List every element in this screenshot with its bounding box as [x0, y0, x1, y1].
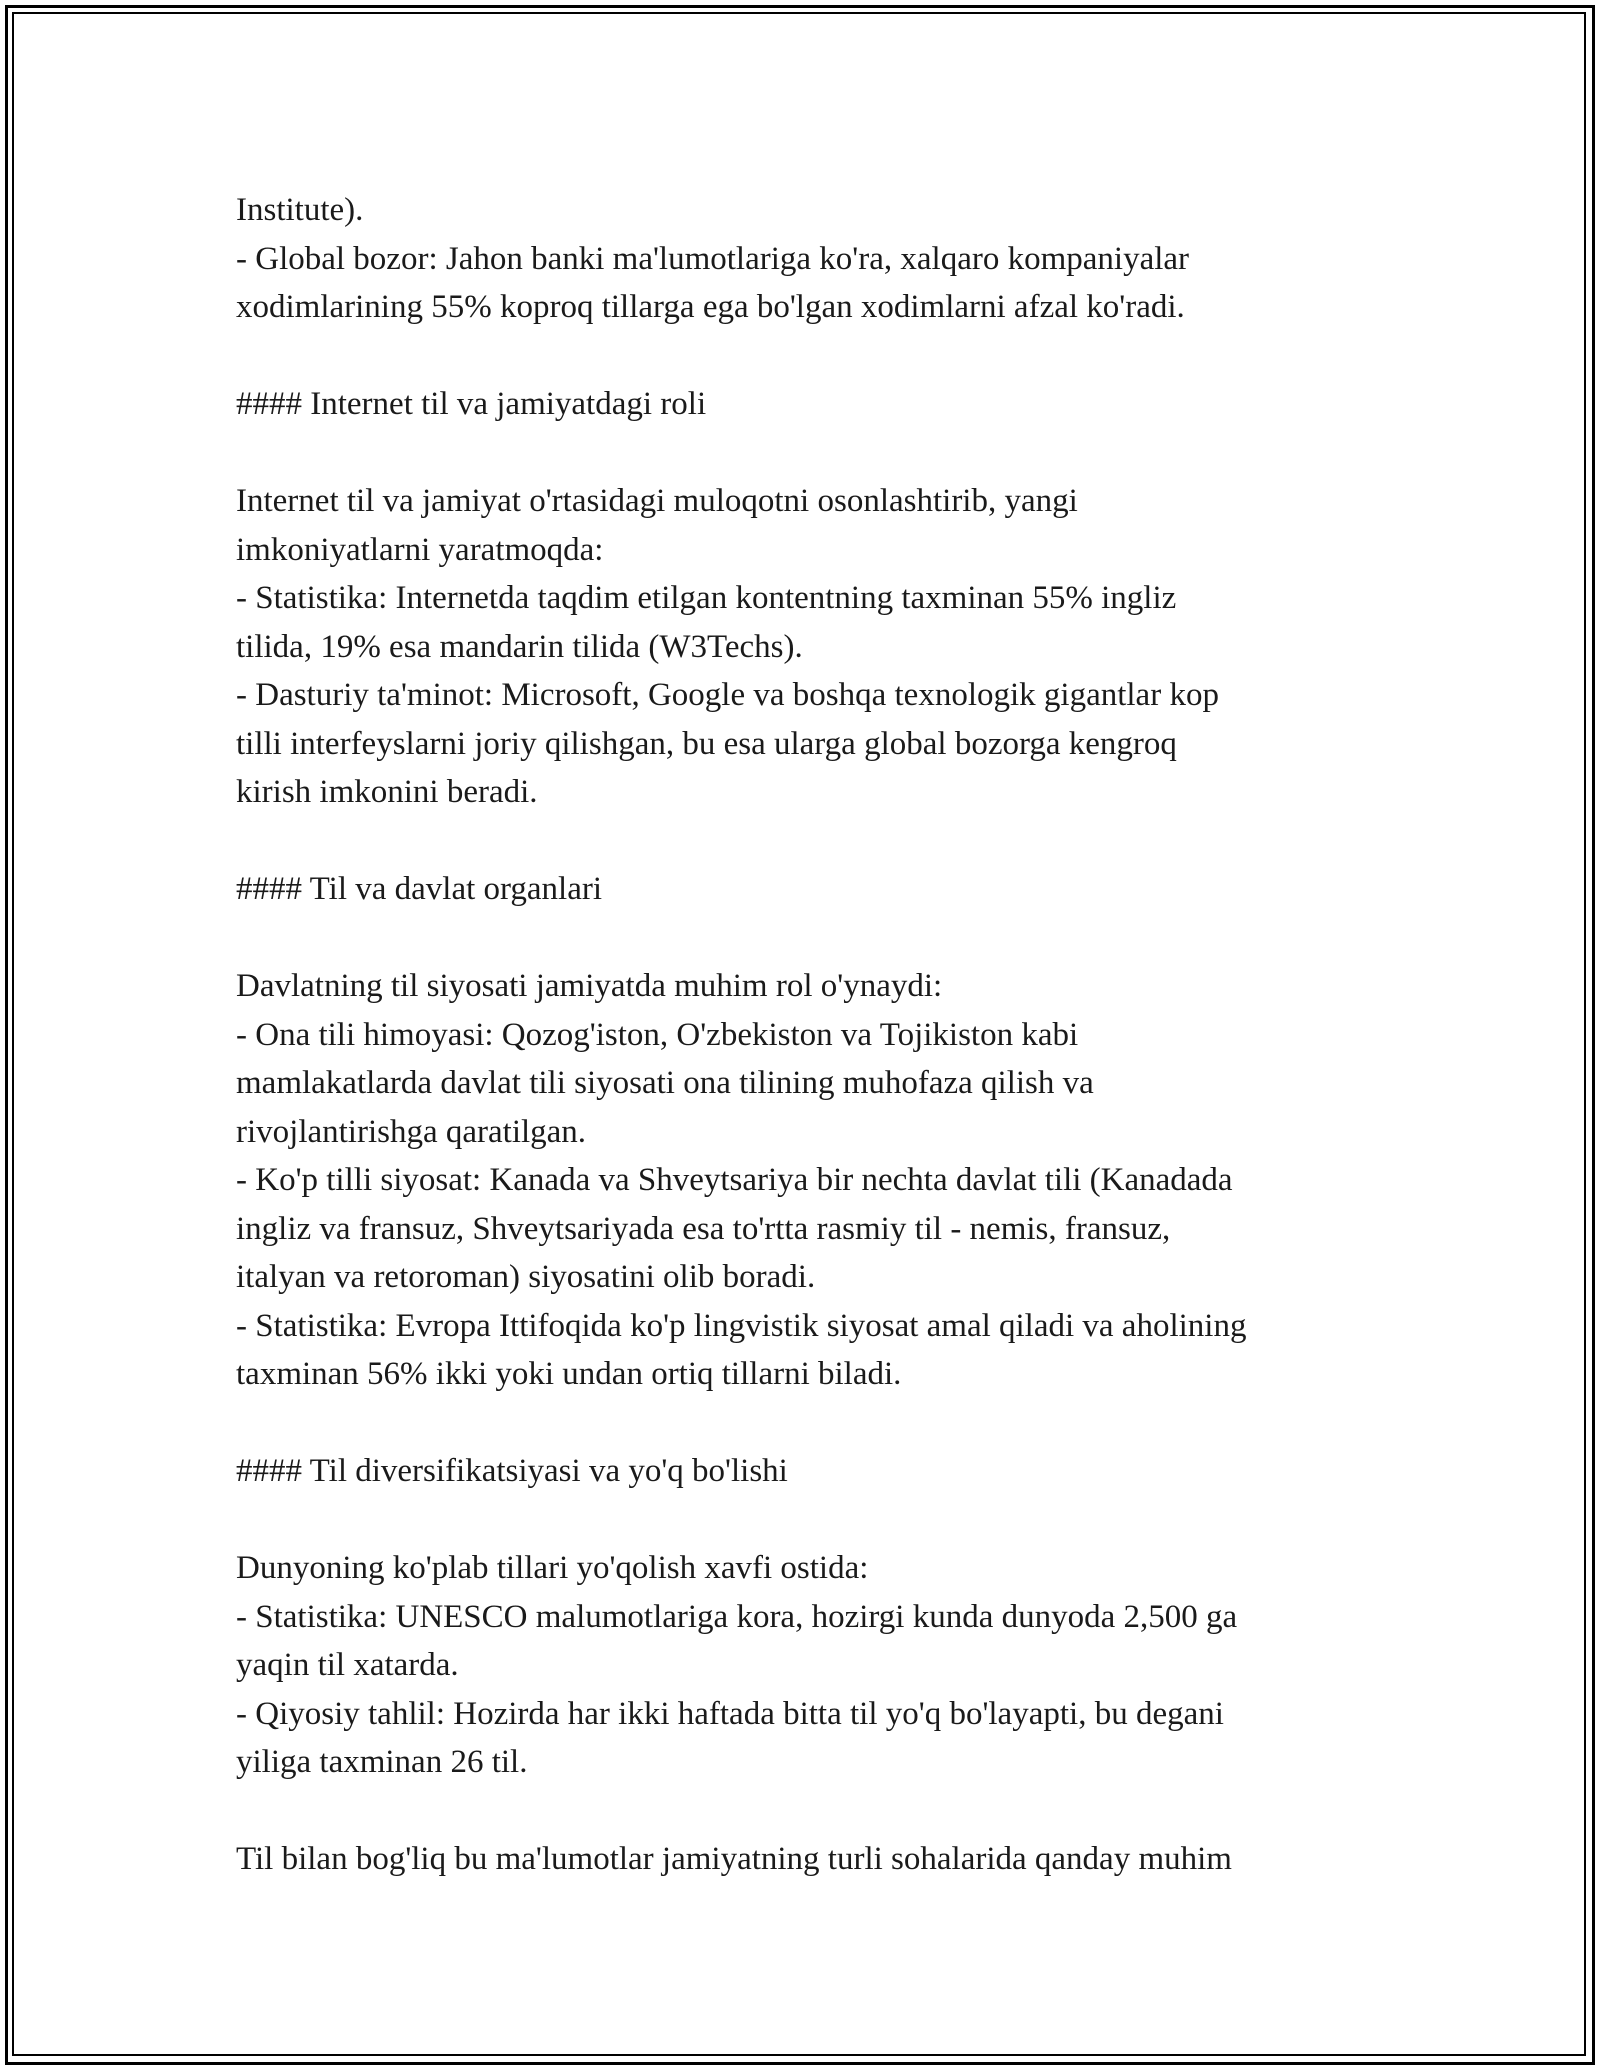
text-line: taxminan 56% ikki yoki undan ortiq tillarni biladi. [236, 1356, 902, 1392]
paragraph [236, 186, 1416, 332]
heading-text: #### Til va davlat organlari [236, 871, 603, 907]
text-line: Dunyoning ko'plab tillari yo'qolish xavfi ostida: [236, 1550, 869, 1586]
paragraph [236, 962, 1416, 1399]
text-line: - Ko'p tilli siyosat: Kanada va Shveytsariya bir nechta davlat tili (Kanadada [236, 1162, 1233, 1198]
text-line: Institute). [236, 192, 364, 228]
section-heading [236, 380, 1416, 429]
text-line: imkoniyatlarni yaratmoqda: [236, 531, 604, 568]
text-line: xodimlarining 55% koproq tillarga ega bo'lgan xodimlarni afzal ko'radi. [236, 289, 1185, 325]
text-line: rivojlantirishga qaratilgan. [236, 1113, 587, 1150]
text-line: - Global bozor: Jahon banki ma'lumotlariga ko'ra, xalqaro kompaniyalar [236, 240, 1190, 277]
text-line: ingliz va fransuz, Shveytsariyada esa to'rtta rasmiy til - nemis, fransuz, [236, 1210, 1171, 1247]
blank-line [236, 1787, 1416, 1836]
blank-line [236, 429, 1416, 478]
text-line: - Ona tili himoyasi: Qozog'iston, O'zbekiston va Tojikiston kabi [236, 1016, 1079, 1053]
section-heading [236, 1447, 1416, 1496]
text-line: tilida, 19% esa mandarin tilida (W3Techs). [236, 628, 803, 665]
paragraph [236, 1835, 1416, 1884]
blank-line [236, 1399, 1416, 1448]
heading-text: #### Internet til va jamiyatdagi roli [236, 386, 707, 422]
text-line: yiliga taxminan 26 til. [236, 1744, 528, 1780]
section-heading [236, 865, 1416, 914]
paragraph [236, 1544, 1416, 1787]
paragraph [236, 477, 1416, 817]
text-line: - Statistika: Evropa Ittifoqida ko'p lingvistik siyosat amal qiladi va aholining [236, 1307, 1247, 1344]
blank-line [236, 817, 1416, 866]
heading-text: #### Til diversifikatsiyasi va yo'q bo'lishi [236, 1453, 788, 1489]
blank-line [236, 914, 1416, 963]
text-line: tilli interfeyslarni joriy qilishgan, bu esa ularga global bozorga kengroq [236, 725, 1177, 762]
text-line: Davlatning til siyosati jamiyatda muhim rol o'ynaydi: [236, 968, 943, 1004]
text-line: - Dasturiy ta'minot: Microsoft, Google va boshqa texnologik gigantlar kop [236, 677, 1219, 713]
document-body [236, 186, 1416, 1884]
blank-line [236, 1496, 1416, 1545]
blank-line [236, 332, 1416, 381]
text-line: - Qiyosiy tahlil: Hozirda har ikki haftada bitta til yo'q bo'layapti, bu degani [236, 1695, 1224, 1732]
text-line: - Statistika: Internetda taqdim etilgan kontentning taxminan 55% ingliz [236, 580, 1177, 616]
text-line: Internet til va jamiyat o'rtasidagi muloqotni osonlashtirib, yangi [236, 483, 1078, 519]
text-line: - Statistika: UNESCO malumotlariga kora, hozirgi kunda dunyoda 2,500 ga [236, 1598, 1238, 1635]
text-line: italyan va retoroman) siyosatini olib boradi. [236, 1259, 816, 1295]
text-line: mamlakatlarda davlat tili siyosati ona tilining muhofaza qilish va [236, 1065, 1094, 1101]
text-line: Til bilan bog'liq bu ma'lumotlar jamiyatning turli sohalarida qanday muhim [236, 1841, 1232, 1877]
text-line: yaqin til xatarda. [236, 1647, 459, 1683]
text-line: kirish imkonini beradi. [236, 774, 538, 810]
